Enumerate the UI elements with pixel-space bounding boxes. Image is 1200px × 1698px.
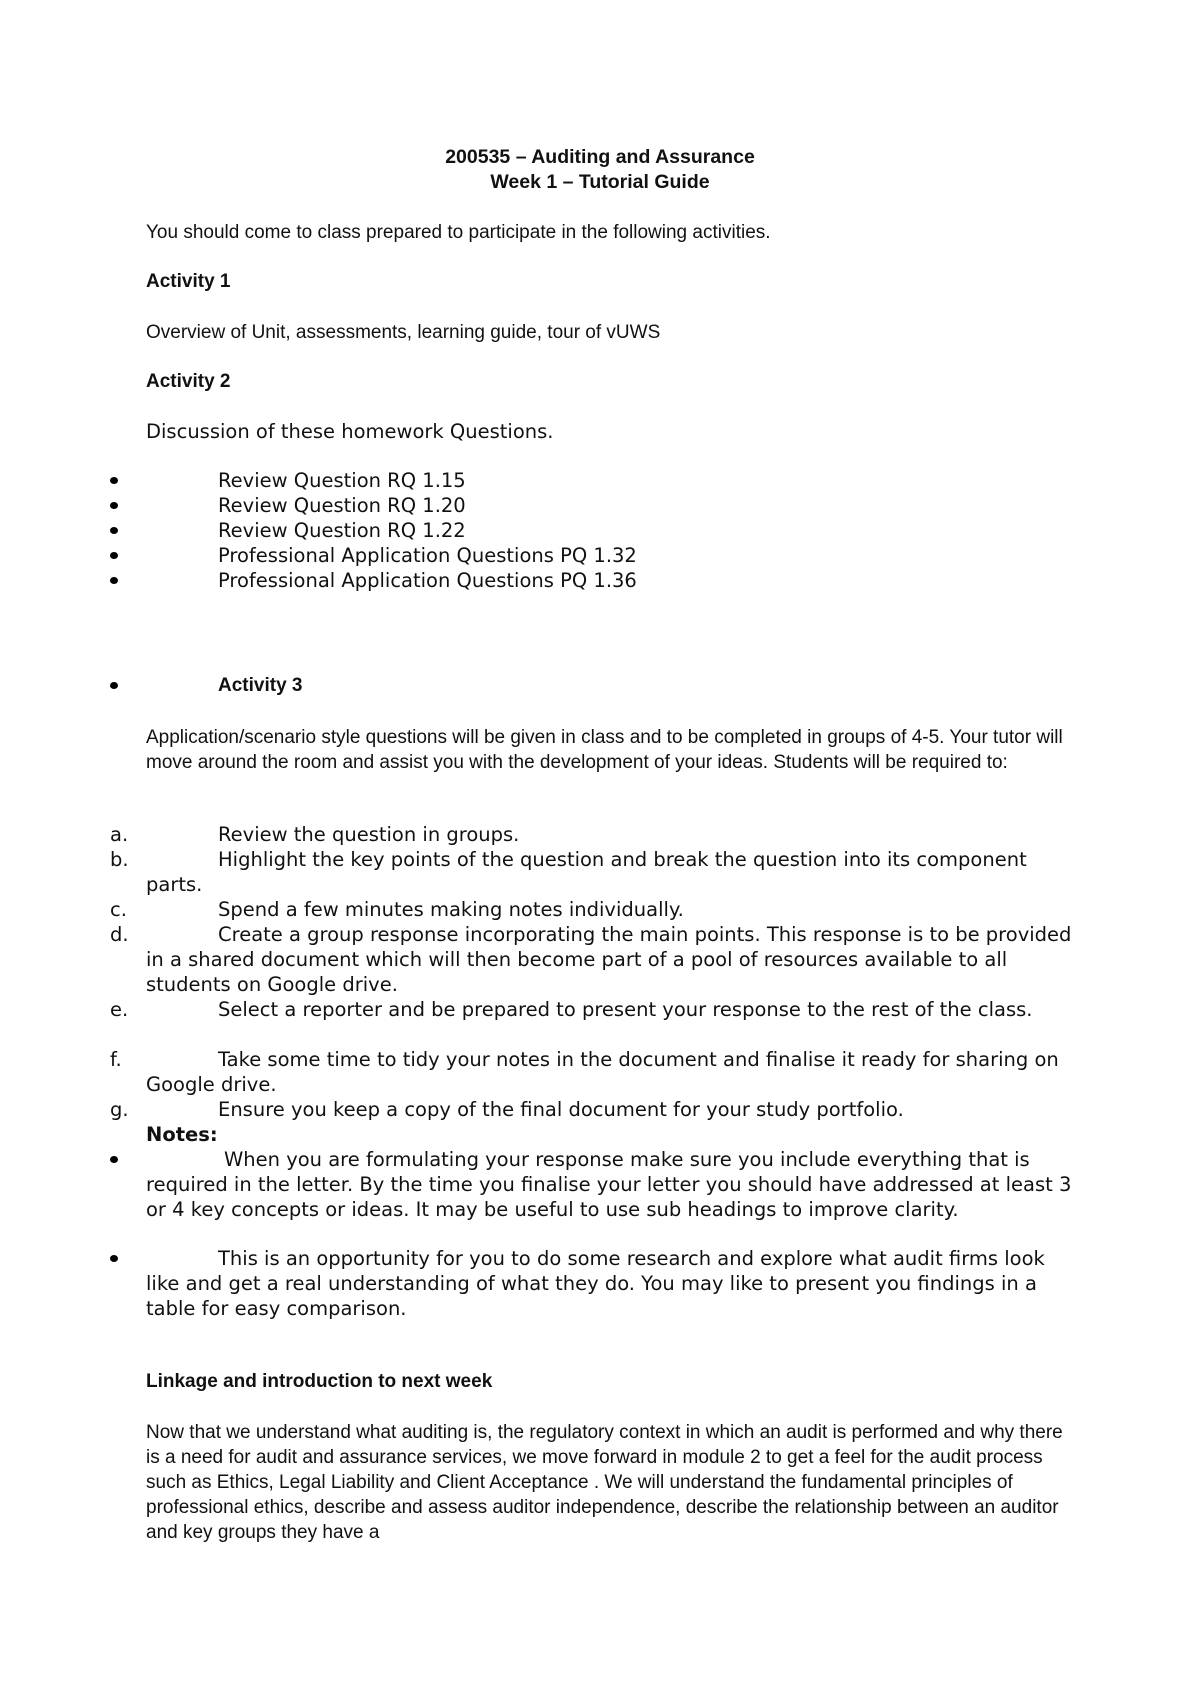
step-letter: b.	[110, 848, 129, 871]
bullet-icon	[110, 1156, 118, 1163]
step-letter: e.	[110, 998, 129, 1021]
activity-1-heading: Activity 1	[146, 271, 231, 292]
notes-heading: Notes:	[146, 1123, 218, 1146]
bullet-icon	[110, 527, 118, 534]
activity-2-text: Discussion of these homework Questions.	[146, 420, 554, 443]
step-letter: c.	[110, 898, 127, 921]
bullet-icon	[110, 502, 118, 509]
step-letter: g.	[110, 1098, 129, 1121]
note-item: When you are formulating your response make sure you include everything that is required in the letter. By the time you finalise your letter you should have addressed at least 3 or 4 key concepts or ideas. It may be useful to use sub headings to improve clarity.	[146, 1148, 1072, 1221]
activity-1-text: Overview of Unit, assessments, learning guide, tour of vUWS	[146, 322, 661, 343]
document-subtitle: Week 1 – Tutorial Guide	[490, 171, 710, 193]
step-text: Take some time to tidy your notes in the document and finalise it ready for sharing on Google drive.	[146, 1048, 1059, 1096]
activity-2-heading: Activity 2	[146, 371, 231, 392]
list-item: Review Question RQ 1.15	[218, 469, 466, 492]
bullet-icon	[110, 577, 118, 584]
linkage-text: Now that we understand what auditing is, the regulatory context in which an audit is performed and why there is a need for audit and assurance services, we move forward in module 2 to get a feel for the audit process such as Ethics, Legal Liability and Client Acceptance . We will understand the fundamental principles of professional ethics, describe and assess auditor independence, describe the relationship between an auditor and key groups they have a	[146, 1422, 1063, 1543]
step-text: Review the question in groups.	[218, 823, 520, 846]
list-item: Professional Application Questions PQ 1.32	[218, 544, 637, 567]
linkage-heading: Linkage and introduction to next week	[146, 1371, 493, 1392]
step-text: Spend a few minutes making notes individually.	[218, 898, 684, 921]
bullet-icon	[110, 477, 118, 484]
bullet-icon	[110, 682, 118, 689]
list-item: Professional Application Questions PQ 1.36	[218, 569, 637, 592]
intro-paragraph: You should come to class prepared to participate in the following activities.	[146, 222, 771, 243]
step-text: Create a group response incorporating the main points. This response is to be provided in a shared document which will then become part of a pool of resources available to all students on Google drive.	[146, 923, 1072, 996]
step-text: Select a reporter and be prepared to present your response to the rest of the class.	[218, 998, 1033, 1021]
step-text: Ensure you keep a copy of the final document for your study portfolio.	[218, 1098, 904, 1121]
bullet-icon	[110, 1255, 118, 1262]
document-title: 200535 – Auditing and Assurance	[445, 146, 755, 168]
bullet-icon	[110, 552, 118, 559]
step-letter: d.	[110, 923, 129, 946]
step-text: Highlight the key points of the question and break the question into its component parts.	[146, 848, 1027, 896]
step-letter: a.	[110, 823, 129, 846]
list-item: Review Question RQ 1.20	[218, 494, 466, 517]
note-item: This is an opportunity for you to do some research and explore what audit firms look like and get a real understanding of what they do. You may like to present you findings in a table for easy comparison.	[146, 1247, 1045, 1320]
activity-3-heading: Activity 3	[218, 675, 303, 696]
list-item: Review Question RQ 1.22	[218, 519, 466, 542]
activity-3-text: Application/scenario style questions will be given in class and to be completed in groups of 4-5. Your tutor will move around the room and assist you with the development of your ideas. Students will be required to:	[146, 727, 1063, 773]
step-letter: f.	[110, 1048, 122, 1071]
